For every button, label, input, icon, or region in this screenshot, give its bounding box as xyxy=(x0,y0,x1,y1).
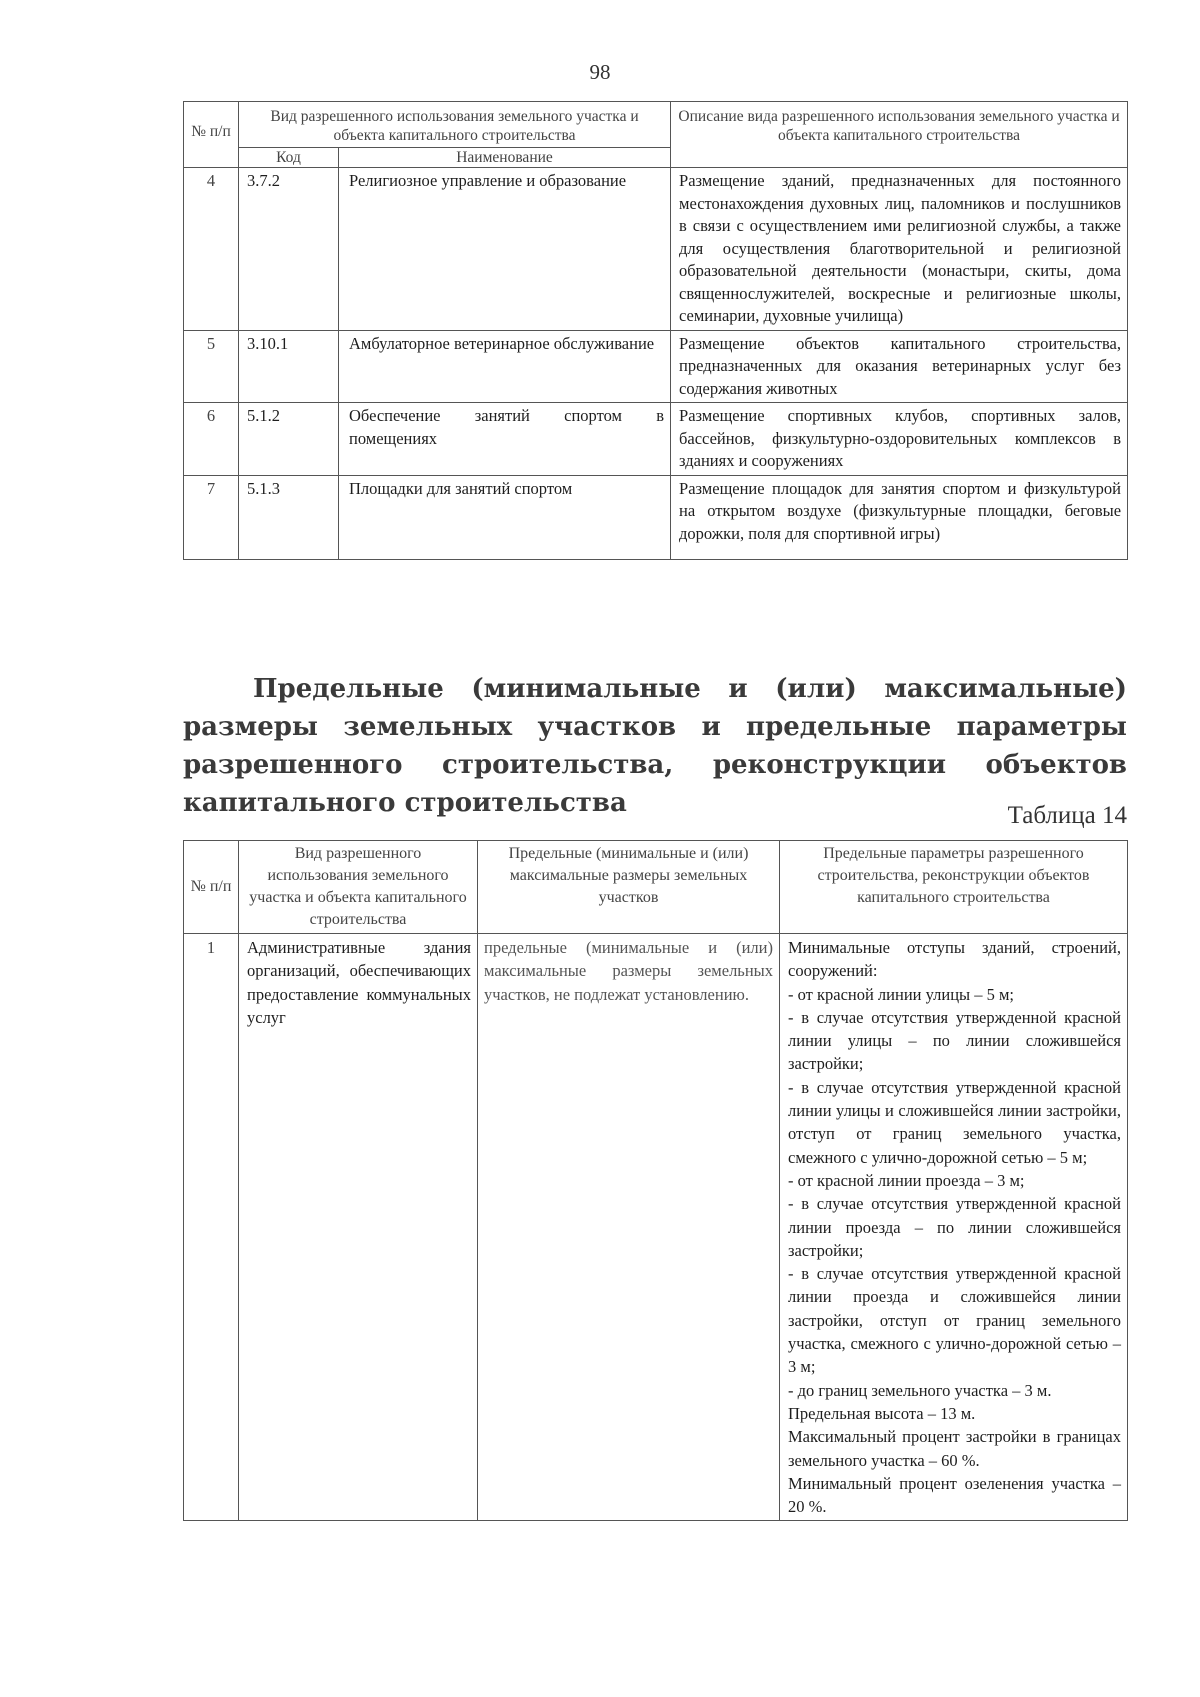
param-line: - в случае отсутствия утвержденной красной линии проезда и сложившейся линии застройки, отступ от границ земельного участка, смежного с улично-дорожной сетью – 3 м; xyxy=(788,1264,1121,1377)
row-code: 5.1.2 xyxy=(239,403,339,476)
row-code: 5.1.3 xyxy=(239,475,339,560)
row-name: Площадки для занятий спортом xyxy=(339,475,671,560)
param-line: - в случае отсутствия утвержденной красной линии улицы – по линии сложившейся застройки; xyxy=(788,1007,1121,1074)
row-params xyxy=(780,934,1128,1521)
row-sizes: предельные (минимальные и (или) максимальные размеры земельных участков, не подлежат установлению. xyxy=(478,934,780,1521)
row-description: Размещение спортивных клубов, спортивных залов, бассейнов, физкультурно-оздоровительных комплексов в зданиях и сооружениях xyxy=(671,403,1128,476)
permitted-use-table xyxy=(183,101,1128,560)
table-row xyxy=(184,403,1128,476)
page-number: 98 xyxy=(589,60,611,84)
table-row xyxy=(184,330,1128,403)
row-use: Административные здания организаций, обеспечивающих предоставление коммунальных услуг xyxy=(239,934,478,1521)
table1-header-num: № п/п xyxy=(184,102,239,168)
table2-header-row xyxy=(184,841,1128,934)
row-number: 6 xyxy=(184,403,239,476)
row-name: Обеспечение занятий спортом в помещениях xyxy=(339,403,671,476)
param-line: Максимальный процент застройки в границах земельного участка – 60 %. xyxy=(788,1427,1121,1470)
param-line: - до границ земельного участка – 3 м. xyxy=(788,1380,1052,1400)
section-heading-text: Предельные (минимальные и (или) максимальные) размеры земельных участков и предельные параметры разрешенного строительства, реконструкции объектов капитального строительства xyxy=(183,674,1127,818)
row-description: Размещение зданий, предназначенных для постоянного местонахождения духовных лиц, паломников и послушников в связи с осуществлением ими религиозной службы, а также для осуществления благотворительной и религиозной образовательной деятельности (монастыри, скиты, дома священнослужителей, воскресные и религиозные школы, семинарии, духовные училища) xyxy=(671,168,1128,331)
table-row xyxy=(184,168,1128,331)
table1-header-row xyxy=(184,102,1128,148)
row-code: 3.7.2 xyxy=(239,168,339,331)
table2-header-num: № п/п xyxy=(184,841,239,934)
table2-header-sizes: Предельные (минимальные и (или) максимальные размеры земельных участков xyxy=(478,841,780,934)
row-name: Религиозное управление и образование xyxy=(339,168,671,331)
table-row xyxy=(184,475,1128,560)
table1-header-code: Код xyxy=(239,148,339,168)
row-number: 1 xyxy=(184,934,239,1521)
param-line: - в случае отсутствия утвержденной красной линии проезда – по линии сложившейся застройки; xyxy=(788,1194,1121,1260)
row-name: Амбулаторное ветеринарное обслуживание xyxy=(339,330,671,403)
table-label: Таблица 14 xyxy=(1007,802,1127,829)
section-heading xyxy=(183,670,1127,822)
param-line: Минимальные отступы зданий, строений, сооружений: xyxy=(788,938,1121,981)
limits-table xyxy=(183,840,1128,1521)
table1-header-description: Описание вида разрешенного использования земельного участка и объекта капитального строительства xyxy=(671,102,1128,168)
param-line: - от красной линии улицы – 5 м; xyxy=(788,984,1015,1004)
table2-header-params: Предельные параметры разрешенного строительства, реконструкции объектов капитального строительства xyxy=(780,841,1128,934)
row-description: Размещение площадок для занятия спортом и физкультурой на открытом воздухе (физкультурные площадки, беговые дорожки, поля для спортивной игры) xyxy=(671,475,1128,560)
row-code: 3.10.1 xyxy=(239,330,339,403)
param-line: Минимальный процент озеленения участка – 20 %. xyxy=(788,1473,1121,1517)
param-line: - от красной линии проезда – 3 м; xyxy=(788,1170,1025,1190)
row-number: 4 xyxy=(184,168,239,331)
row-number: 5 xyxy=(184,330,239,403)
table1-header-group: Вид разрешенного использования земельного участка и объекта капитального строительства xyxy=(239,102,671,148)
param-line: - в случае отсутствия утвержденной красной линии улицы и сложившейся линии застройки, отступ от границ земельного участка, смежного с улично-дорожной сетью – 5 м; xyxy=(788,1077,1121,1167)
row-description: Размещение объектов капитального строительства, предназначенных для оказания ветеринарных услуг без содержания животных xyxy=(671,330,1128,403)
table1-header-name: Наименование xyxy=(339,148,671,168)
param-line: Предельная высота – 13 м. xyxy=(788,1403,976,1423)
row-number: 7 xyxy=(184,475,239,560)
table-row xyxy=(184,934,1128,1521)
table2-header-use: Вид разрешенного использования земельного участка и объекта капитального строительства xyxy=(239,841,478,934)
